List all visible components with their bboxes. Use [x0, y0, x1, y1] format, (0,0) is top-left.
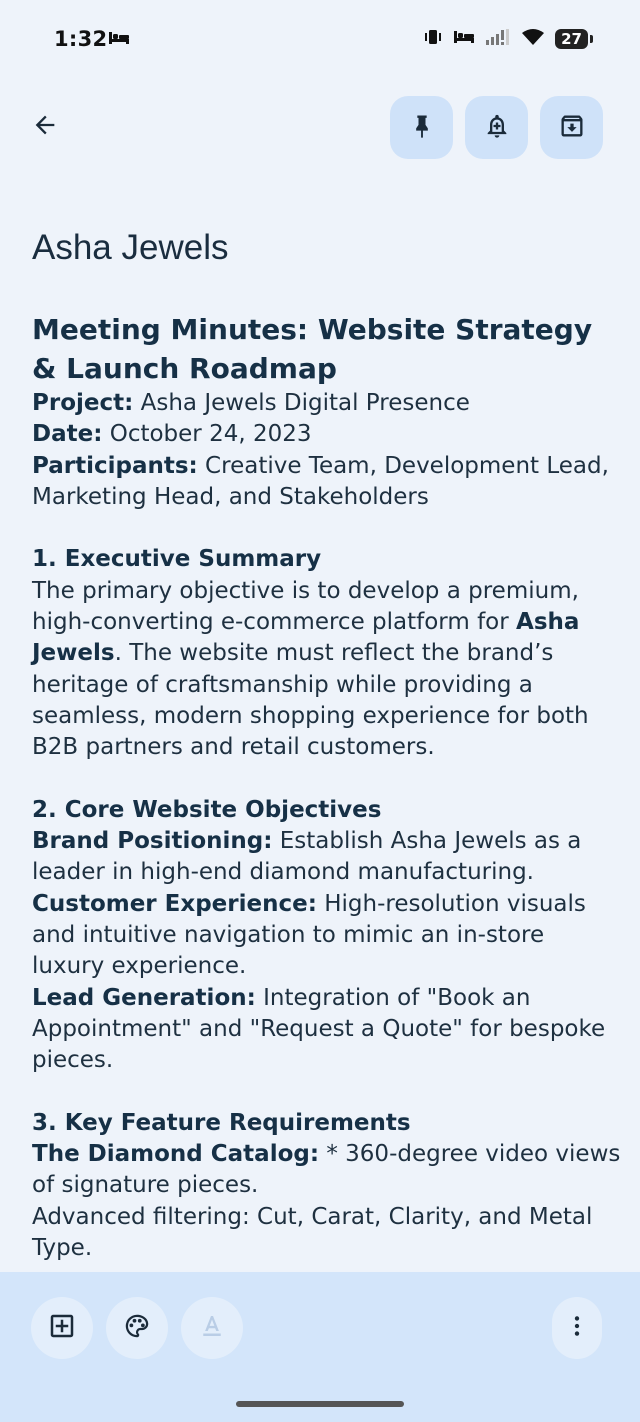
vibrate-icon [423, 28, 443, 50]
back-button[interactable] [26, 108, 64, 146]
color-palette-button[interactable] [106, 1297, 168, 1359]
gesture-nav-handle[interactable] [236, 1401, 404, 1407]
battery-indicator: 27 [555, 29, 588, 49]
archive-icon [558, 112, 586, 144]
note-title[interactable]: Asha Jewels [32, 228, 229, 267]
section-heading: 3. Key Feature Requirements [32, 1109, 411, 1136]
add-button[interactable] [31, 1297, 93, 1359]
section-heading: 2. Core Website Objectives [32, 796, 382, 823]
more-options-button[interactable] [552, 1297, 602, 1359]
text-format-icon [197, 1311, 227, 1345]
status-icons [423, 27, 588, 51]
note-body[interactable] [32, 310, 622, 1264]
status-time: 1:32 [54, 27, 108, 51]
section-heading: 1. Executive Summary [32, 546, 322, 573]
section-paragraph: The primary objective is to develop a premium, high-converting e-commerce platform for Asha Jewels. The website must reflect the brand’s heritage of craftsmanship while providing a seamless, modern shopping experience for both B2B partners and retail customers. [32, 577, 589, 761]
bottom-action-bar [0, 1272, 640, 1422]
more-vert-icon [564, 1313, 590, 1343]
list-item: The Diamond Catalog: * 360-degree video views of signature pieces. [32, 1141, 621, 1199]
meta-project: Project: Asha Jewels Digital Presence [32, 390, 470, 416]
add-alert-icon [483, 112, 511, 144]
sleep-mode-icon [453, 29, 475, 49]
pin-button[interactable] [390, 96, 453, 159]
palette-icon [122, 1311, 152, 1345]
text-format-button[interactable] [181, 1297, 243, 1359]
meta-date: Date: October 24, 2023 [32, 421, 312, 448]
wifi-icon [521, 28, 545, 50]
arrow-back-icon [31, 111, 59, 143]
sleep-mode-icon [108, 30, 130, 50]
pin-icon [408, 112, 436, 144]
reminder-button[interactable] [465, 96, 528, 159]
signal-icon [485, 27, 511, 51]
note-heading: Meeting Minutes: Website Strategy & Launch Roadmap [32, 313, 593, 385]
list-item: Brand Positioning: Establish Asha Jewels as a leader in high-end diamond manufacturing. [32, 828, 582, 886]
note-toolbar [0, 96, 640, 160]
list-item: Lead Generation: Integration of "Book an Appointment" and "Request a Quote" for bespoke pieces. [32, 984, 606, 1074]
list-item: Customer Experience: High-resolution visuals and intuitive navigation to mimic an in-store luxury experience. [32, 890, 586, 980]
list-item: Advanced filtering: Cut, Carat, Clarity, and Metal Type. [32, 1203, 593, 1262]
archive-button[interactable] [540, 96, 603, 159]
add-box-icon [47, 1311, 77, 1345]
meta-participants: Participants: Creative Team, Development Lead, Marketing Head, and Stakeholders [32, 452, 609, 510]
status-bar [0, 0, 640, 80]
